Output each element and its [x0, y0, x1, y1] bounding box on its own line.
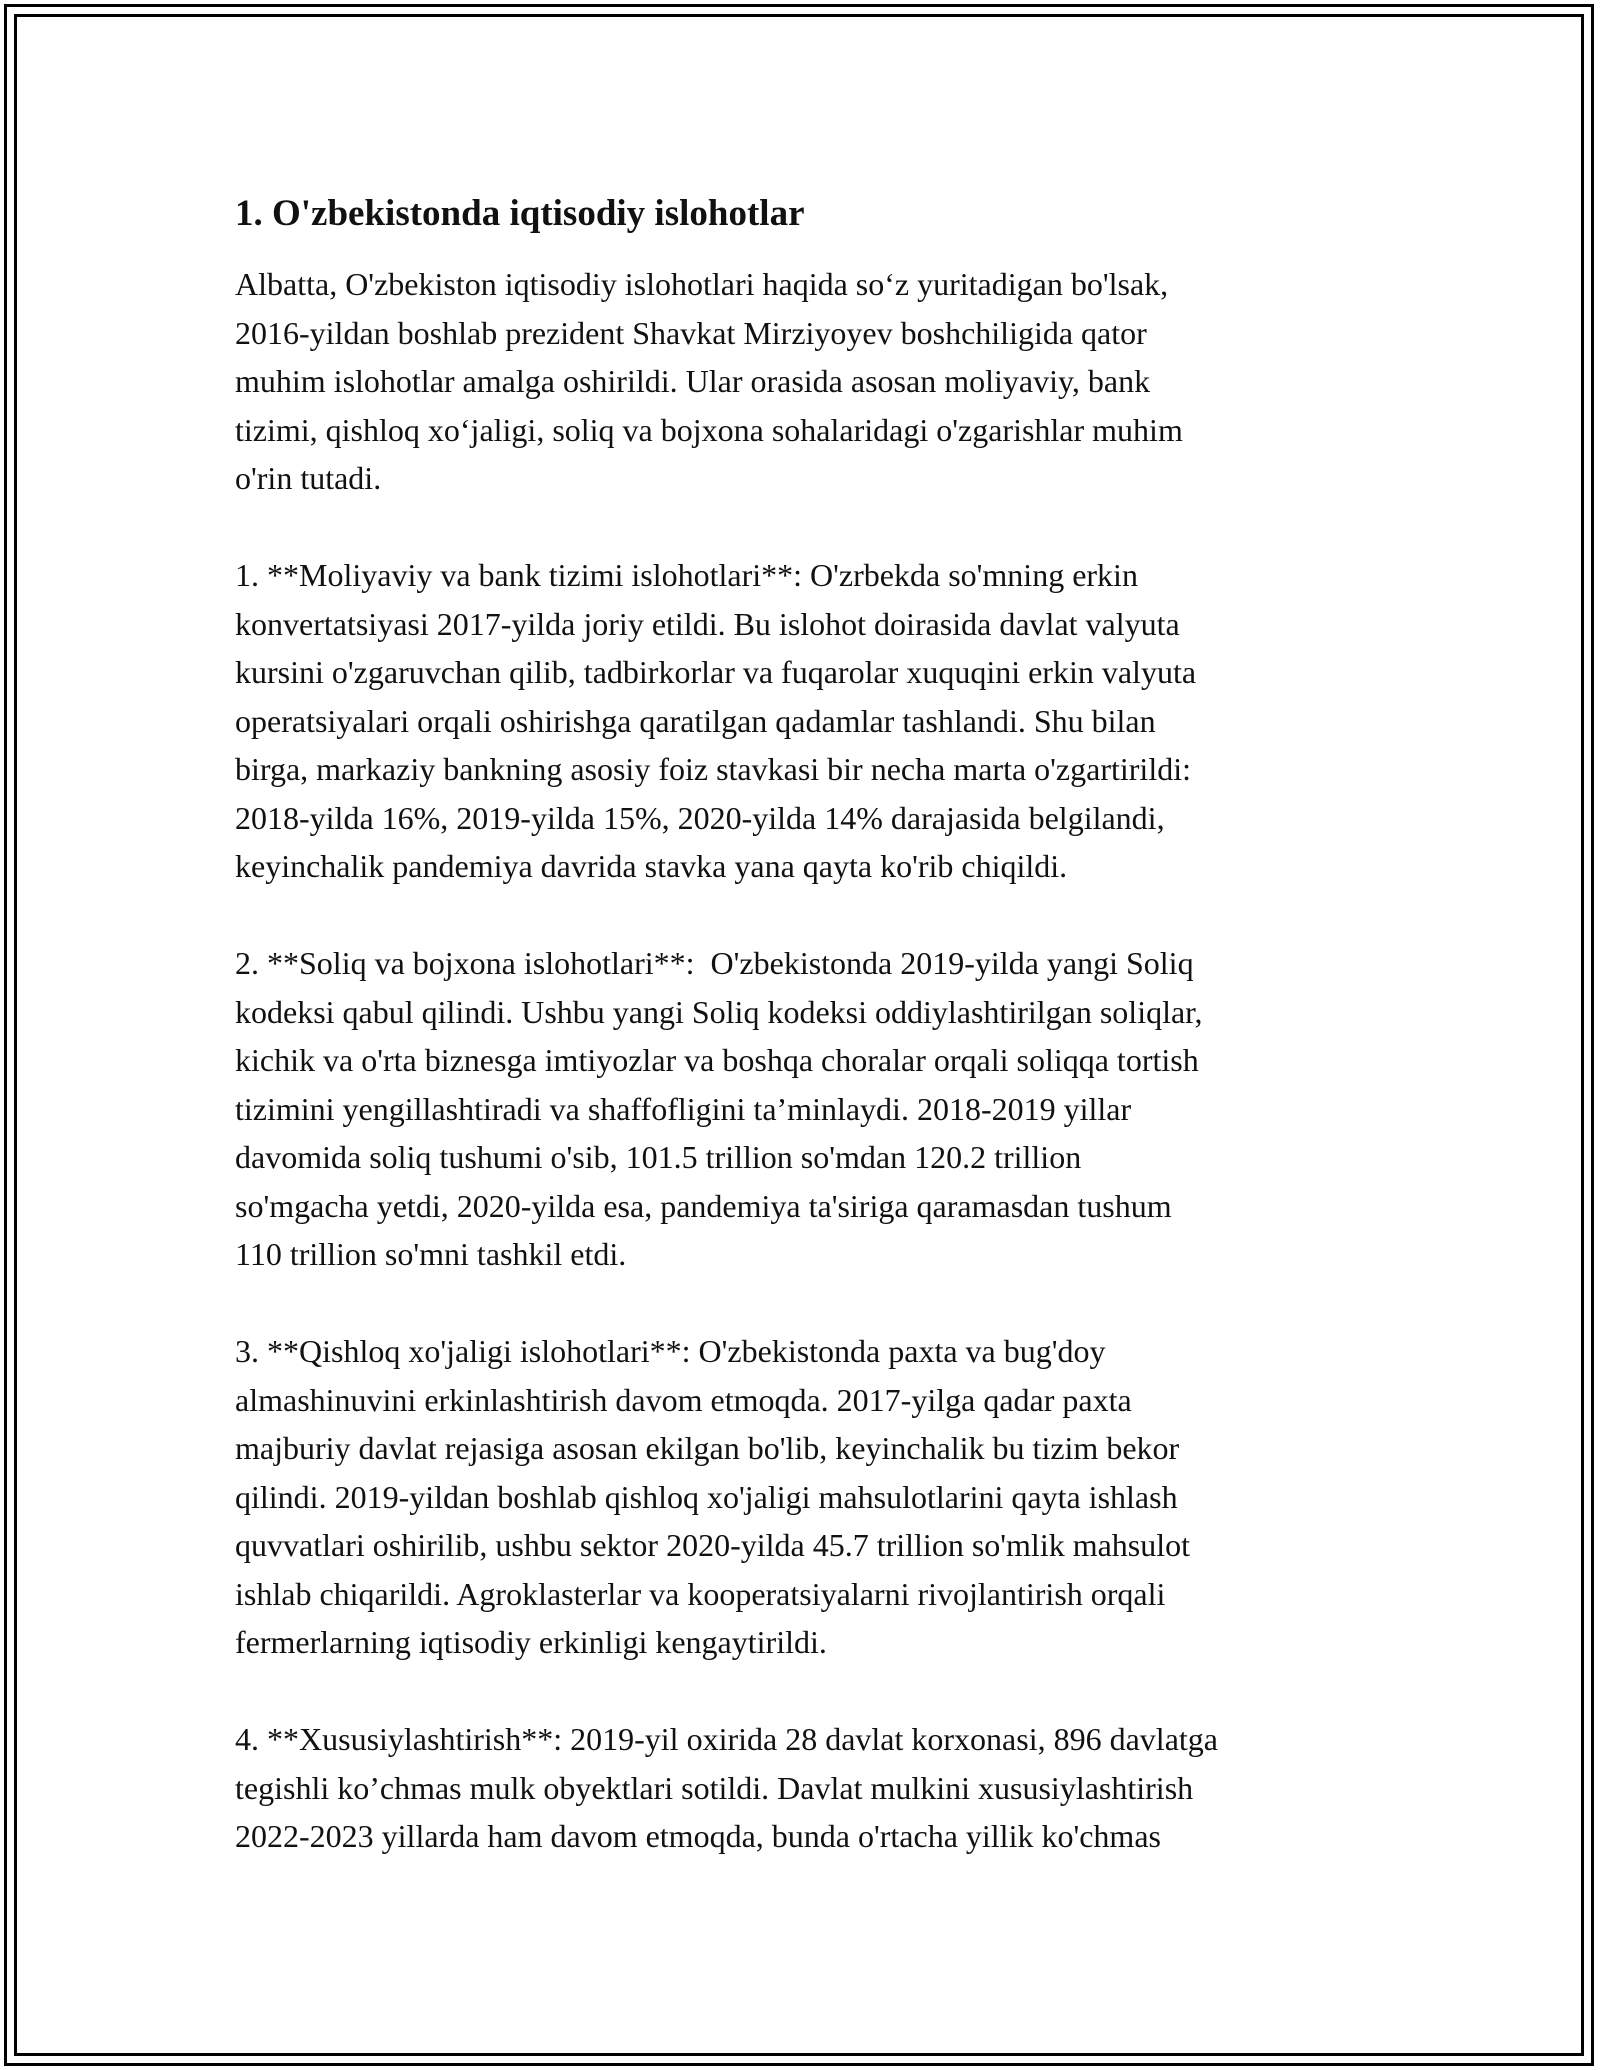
text-line: so'mgacha yetdi, 2020-yilda esa, pandemiya ta'siriga qaramasdan tushum [235, 1187, 1172, 1224]
text-line: Albatta, O'zbekiston iqtisodiy islohotlari haqida so‘z yuritadigan bo'lsak, [235, 266, 1169, 302]
text-line: kursini o'zgaruvchan qilib, tadbirkorlar va fuqarolar xuquqini erkin valyuta [235, 654, 1197, 690]
text-line: quvvatlari oshirilib, ushbu sektor 2020-yilda 45.7 trillion so'mlik mahsulot [235, 1527, 1191, 1563]
text-line: majburiy davlat rejasiga asosan ekilgan bo'lib, keyinchalik bu tizim bekor [235, 1430, 1180, 1466]
text-line: tegishli ko’chmas mulk obyektlari sotildi. Davlat mulkini xususiylashtirish [235, 1769, 1194, 1806]
text-line: 2022-2023 yillarda ham davom etmoqda, bunda o'rtacha yillik ko'chmas [235, 1818, 1161, 1854]
text-line: qilindi. 2019-yildan boshlab qishloq xo'jaligi mahsulotlarini qayta ishlash [235, 1478, 1178, 1515]
tax-reforms-paragraph [235, 939, 1385, 1279]
text-line: tizimini yengillashtiradi va shaffofligini ta’minlaydi. 2018-2019 yillar [235, 1090, 1132, 1127]
text-line: keyinchalik pandemiya davrida stavka yana qayta ko'rib chiqildi. [235, 848, 1068, 884]
text-line: 3. **Qishloq xo'jaligi islohotlari**: O'zbekistonda paxta va bug'doy [235, 1333, 1106, 1369]
document-body [235, 188, 1385, 1909]
intro-paragraph [235, 260, 1385, 503]
text-line: ishlab chiqarildi. Agroklasterlar va kooperatsiyalarni rivojlantirish orqali [235, 1575, 1166, 1612]
financial-reforms-paragraph [235, 551, 1385, 891]
text-line: almashinuvini erkinlashtirish davom etmoqda. 2017-yilga qadar paxta [235, 1381, 1132, 1418]
text-line: o'rin tutadi. [235, 460, 382, 496]
text-line: birga, markaziy bankning asosiy foiz stavkasi bir necha marta o'zgartirildi: [235, 751, 1191, 787]
text-line: kodeksi qabul qilindi. Ushbu yangi Soliq kodeksi oddiylashtirilgan soliqlar, [235, 993, 1203, 1030]
text-line: 1. **Moliyaviy va bank tizimi islohotlari**: O'zrbekda so'mning erkin [235, 557, 1138, 593]
privatization-paragraph [235, 1715, 1385, 1861]
text-line: tizimi, qishloq xo‘jaligi, soliq va bojxona sohalaridagi o'zgarishlar muhim [235, 411, 1183, 448]
text-line: 110 trillion so'mni tashkil etdi. [235, 1236, 627, 1272]
text-line: davomida soliq tushumi o'sib, 101.5 trillion so'mdan 120.2 trillion [235, 1139, 1082, 1175]
text-line: 2. **Soliq va bojxona islohotlari**: O'zbekistonda 2019-yilda yangi Soliq [235, 945, 1194, 981]
text-line: 2018-yilda 16%, 2019-yilda 15%, 2020-yilda 14% darajasida belgilandi, [235, 799, 1165, 836]
text-line: muhim islohotlar amalga oshirildi. Ular orasida asosan moliyaviy, bank [235, 363, 1151, 399]
agriculture-reforms-paragraph [235, 1327, 1385, 1667]
document-title: 1. O'zbekistonda iqtisodiy islohotlar [235, 193, 805, 234]
text-line: 2016-yildan boshlab prezident Shavkat Mirziyoyev boshchiligida qator [235, 314, 1147, 351]
text-line: kichik va o'rta biznesga imtiyozlar va boshqa choralar orqali soliqqa tortish [235, 1042, 1199, 1078]
text-line: konvertatsiyasi 2017-yilda joriy etildi. Bu islohot doirasida davlat valyuta [235, 605, 1180, 642]
text-line: operatsiyalari orqali oshirishga qaratilgan qadamlar tashlandi. Shu bilan [235, 702, 1156, 739]
text-line: fermerlarning iqtisodiy erkinligi kengaytirildi. [235, 1624, 827, 1660]
text-line: 4. **Xususiylashtirish**: 2019-yil oxirida 28 davlat korxonasi, 896 davlatga [235, 1721, 1218, 1757]
